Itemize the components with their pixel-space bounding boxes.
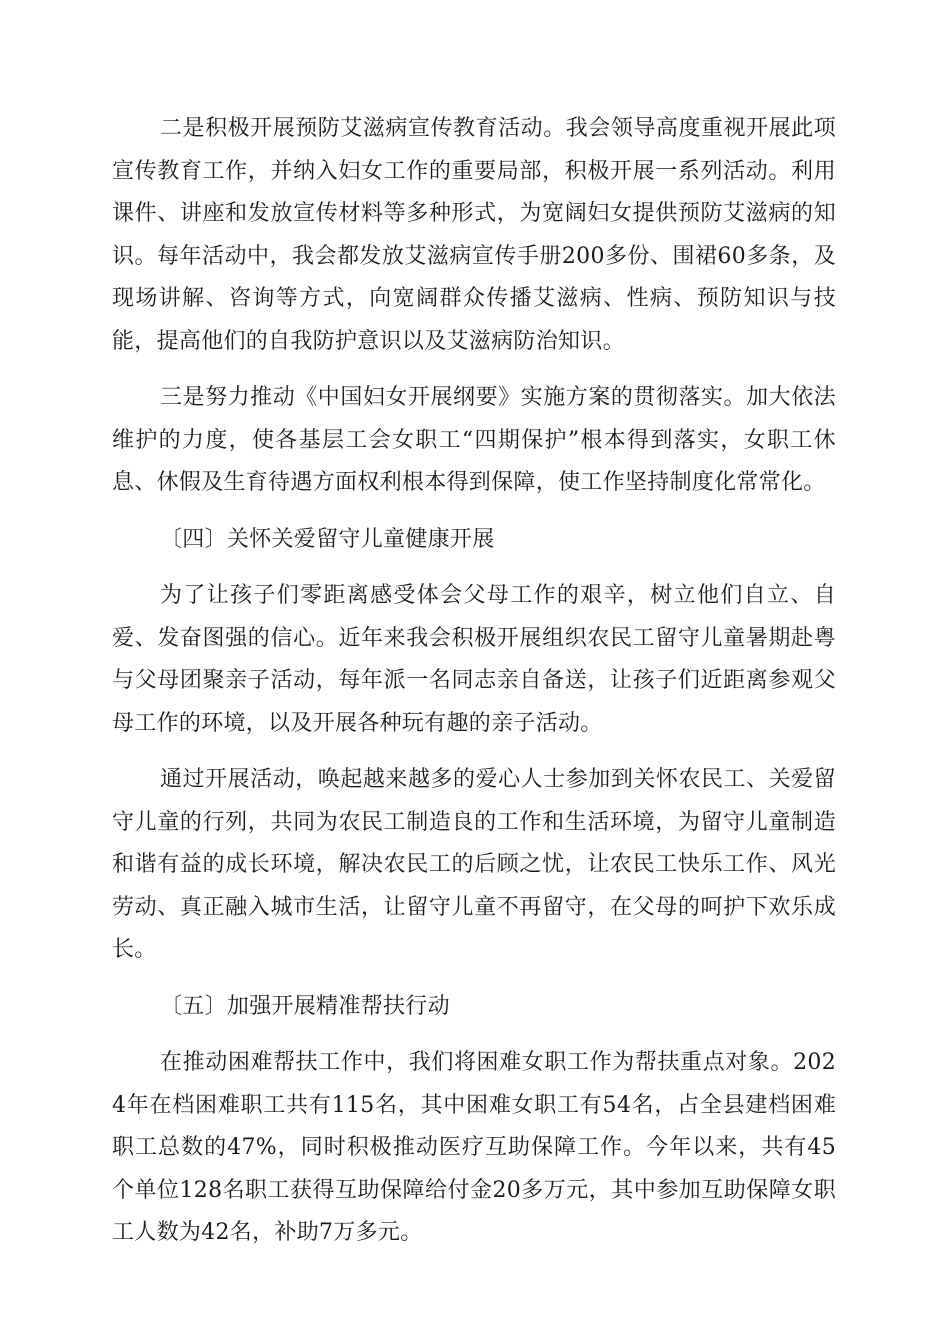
section-heading-4: 〔四〕关怀关爱留守儿童健康开展 <box>160 526 495 552</box>
paragraph-activities-effect: 通过开展活动，唤起越来越多的爱心人士参加到关怀农民工、关爱留守儿童的行列，共同为农民工制造良的工作和生活环境，为留守儿童制造和谐有益的成长环境，解决农民工的后顾之忧，让农民工快乐工作、风光劳动、真正融入城市生活，让留守儿童不再留守，在父母的呵护下欢乐成长。 <box>112 767 836 962</box>
paragraph-aids-education: 二是积极开展预防艾滋病宣传教育活动。我会领导高度重视开展此项宣传教育工作，并纳入妇女工作的重要局部，积极开展一系列活动。利用课件、讲座和发放宣传材料等多种形式，为宽阔妇女提供预防艾滋病的知识。每年活动中，我会都发放艾滋病宣传手册200多份、围裙60多条，及现场讲解、咨询等方式，向宽阔群众传播艾滋病、性病、预防知识与技能，提高他们的自我防护意识以及艾滋病防治知识。 <box>112 116 836 354</box>
paragraph-left-behind-children: 为了让孩子们零距离感受体会父母工作的艰辛，树立他们自立、自爱、发奋图强的信心。近年来我会积极开展组织农民工留守儿童暑期赴粤与父母团聚亲子活动，每年派一名同志亲自备送，让孩子们近距离参观父母工作的环境，以及开展各种玩有趣的亲子活动。 <box>112 583 836 736</box>
paragraph-women-outline: 三是努力推动《中国妇女开展纲要》实施方案的贯彻落实。加大依法维护的力度，使各基层工会女职工“四期保护”根本得到落实，女职工休息、休假及生育待遇方面权利根本得到保障，使工作坚持制度化常常化。 <box>112 385 836 495</box>
document-body <box>112 108 836 1255</box>
section-heading-5: 〔五〕加强开展精准帮扶行动 <box>160 993 450 1019</box>
paragraph-precision-assistance: 在推动困难帮扶工作中，我们将困难女职工作为帮扶重点对象。2024年在档困难职工共有115名，其中困难女职工有54名，占全县建档困难职工总数的47%，同时积极推动医疗互助保障工作。今年以来，共有45个单位128名职工获得互助保障给付金20多万元，其中参加互助保障女职工人数为42名，补助7万多元。 <box>112 1050 836 1245</box>
